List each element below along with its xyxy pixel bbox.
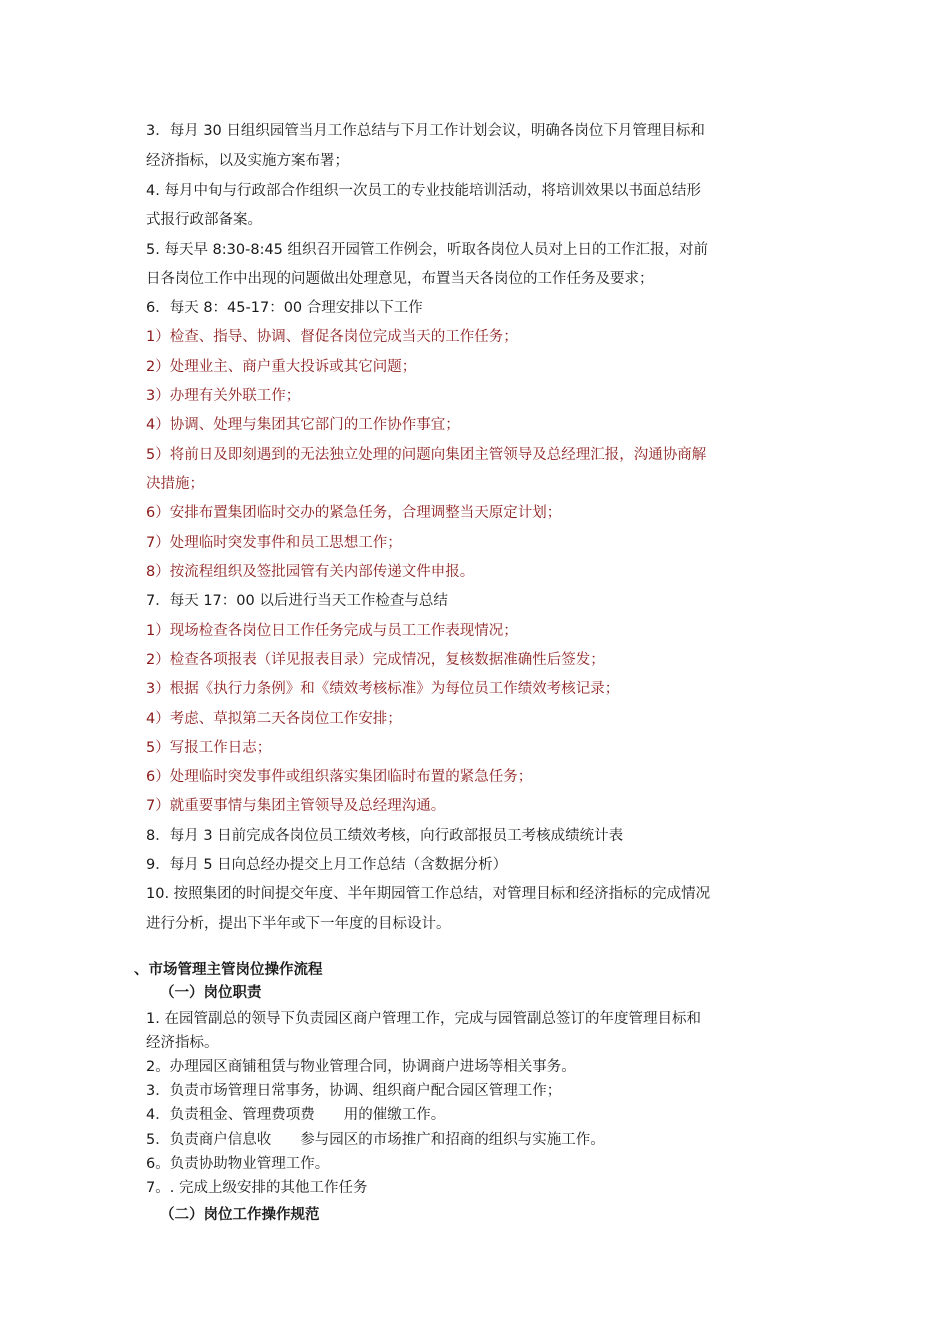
text-line: 1）检查、指导、协调、督促各岗位完成当天的工作任务； bbox=[146, 329, 518, 345]
duty-item: 2。办理园区商铺租赁与物业管理合同，协调商户进场等相关事务。 bbox=[146, 1059, 576, 1075]
text-line: 8）按流程组织及签批园管有关内部传递文件申报。 bbox=[146, 564, 475, 580]
text-line: 4）考虑、草拟第二天各岗位工作安排； bbox=[146, 711, 402, 727]
text-line: 7）就重要事情与集团主管领导及总经理沟通。 bbox=[146, 798, 446, 814]
duty-item: 3．负责市场管理日常事务，协调、组织商户配合园区管理工作； bbox=[146, 1083, 562, 1099]
text-line: 1）现场检查各岗位日工作任务完成与员工工作表现情况； bbox=[146, 623, 518, 639]
text-line: 日各岗位工作中出现的问题做出处理意见，布置当天各岗位的工作任务及要求； bbox=[146, 271, 654, 287]
text-line: 3）根据《执行力条例》和《绩效考核标准》为每位员工作绩效考核记录； bbox=[146, 681, 620, 697]
text-line: 进行分析，提出下半年或下一年度的目标设计。 bbox=[146, 916, 451, 932]
text-line: 3．每月 30 日组织园管当月工作总结与下月工作计划会议，明确各岗位下月管理目标和 bbox=[146, 123, 705, 139]
text-line: 2）检查各项报表（详见报表目录）完成情况，复核数据准确性后签发； bbox=[146, 652, 605, 668]
text-line: 6．每天 8：45-17：00 合理安排以下工作 bbox=[146, 300, 423, 316]
section-title: 、市场管理主管岗位操作流程 bbox=[134, 962, 323, 978]
text-line: 式报行政部备案。 bbox=[146, 212, 262, 228]
duty-item: 6。负责协助物业管理工作。 bbox=[146, 1156, 330, 1172]
text-line: 3）办理有关外联工作； bbox=[146, 388, 301, 404]
text-line: 决措施； bbox=[146, 476, 204, 492]
text-line: 6）处理临时突发事件或组织落实集团临时布置的紧急任务； bbox=[146, 769, 533, 785]
text-line: 经济指标，以及实施方案布署； bbox=[146, 153, 349, 169]
text-line: 4. 每月中旬与行政部合作组织一次员工的专业技能培训活动，将培训效果以书面总结形 bbox=[146, 183, 701, 199]
duty-item: 7。. 完成上级安排的其他工作任务 bbox=[146, 1180, 368, 1196]
text-line: 5）将前日及即刻遇到的无法独立处理的问题向集团主管领导及总经理汇报，沟通协商解 bbox=[146, 447, 707, 463]
text-line: 8．每月 3 日前完成各岗位员工绩效考核，向行政部报员工考核成绩统计表 bbox=[146, 828, 624, 844]
duty-item: 4．负责租金、管理费项费 用的催缴工作。 bbox=[146, 1107, 446, 1123]
text-line: 10. 按照集团的时间提交年度、半年期园管工作总结，对管理目标和经济指标的完成情况 bbox=[146, 886, 711, 902]
text-line: 5）写报工作日志； bbox=[146, 740, 272, 756]
duty-item: 5．负责商户信息收 参与园区的市场推广和招商的组织与实施工作。 bbox=[146, 1132, 605, 1148]
duty-item: 经济指标。 bbox=[146, 1035, 219, 1051]
text-line: 7．每天 17：00 以后进行当天工作检查与总结 bbox=[146, 593, 448, 609]
text-line: 2）处理业主、商户重大投诉或其它问题； bbox=[146, 359, 417, 375]
text-line: 4）协调、处理与集团其它部门的工作协作事宜； bbox=[146, 417, 460, 433]
duty-item: 1. 在园管副总的领导下负责园区商户管理工作，完成与园管副总签订的年度管理目标和 bbox=[146, 1011, 701, 1027]
subsection-title: （二）岗位工作操作规范 bbox=[160, 1207, 320, 1223]
subsection-title: （一）岗位职责 bbox=[160, 985, 262, 1001]
text-line: 7）处理临时突发事件和员工思想工作； bbox=[146, 535, 402, 551]
text-line: 6）安排布置集团临时交办的紧急任务，合理调整当天原定计划； bbox=[146, 505, 562, 521]
text-line: 9．每月 5 日向总经办提交上月工作总结（含数据分析） bbox=[146, 857, 508, 873]
text-line: 5. 每天早 8:30-8:45 组织召开园管工作例会，听取各岗位人员对上日的工作汇报，对前 bbox=[146, 242, 709, 258]
